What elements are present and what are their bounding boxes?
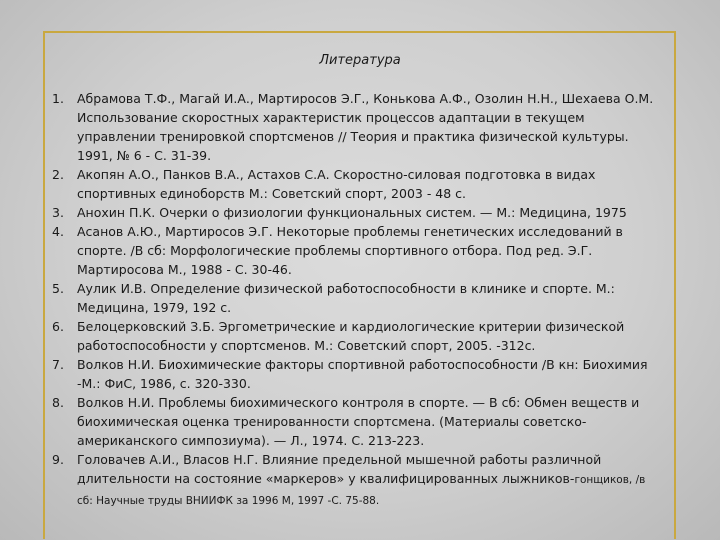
list-item xyxy=(52,355,664,393)
list-item xyxy=(52,317,664,355)
list-item xyxy=(52,203,664,222)
reference-list xyxy=(52,89,664,511)
list-item-number: 4. xyxy=(52,224,64,239)
list-item-number: 9. xyxy=(52,452,64,467)
list-item-number: 3. xyxy=(52,205,64,220)
list-item-text: Асанов А.Ю., Мартиросов Э.Г. Некоторые проблемы генетических исследований в спорте. /В сб: Морфологические проблемы спортивного отбора. Под ред. Э.Г. Мартиросова М., 1988 - С. 30-46. xyxy=(77,224,623,277)
list-item-number: 7. xyxy=(52,357,64,372)
list-item-text: Белоцерковский З.Б. Эргометрические и кардиологические критерии физической работоспособности у спортсменов. М.: Советский спорт, 2005. -312с. xyxy=(77,319,625,353)
page-title: Литература xyxy=(319,53,401,68)
list-item-text: Акопян А.О., Панков В.А., Астахов С.А. Скоростно-силовая подготовка в видах спортивных единоборств М.: Советский спорт, 2003 - 48 с. xyxy=(77,167,596,201)
list-item-text: Абрамова Т.Ф., Магай И.А., Мартиросов Э.Г., Конькова А.Ф., Озолин Н.Н., Шехаева О.М. Использование скоростных характеристик процессов адаптации в текущем управлении тренировкой спортсменов // Теория и практика физической культуры. 1991, № 6 - С. 31-39. xyxy=(77,91,654,163)
list-item xyxy=(52,450,664,511)
list-item-number: 5. xyxy=(52,281,64,296)
list-item-text: Волков Н.И. Биохимические факторы спортивной работоспособности /В кн: Биохимия -М.: ФиС, 1986, с. 320-330. xyxy=(77,357,648,391)
list-item xyxy=(52,89,664,165)
list-item-number: 6. xyxy=(52,319,64,334)
list-item-text: Аулик И.В. Определение физической работоспособности в клинике и спорте. М.: Медицина, 1979, 192 с. xyxy=(77,281,615,315)
list-item xyxy=(52,222,664,279)
list-item-number: 2. xyxy=(52,167,64,182)
list-item-text: Анохин П.К. Очерки о физиологии функциональных систем. — М.: Медицина, 1975 xyxy=(77,205,627,220)
list-item xyxy=(52,393,664,450)
list-item xyxy=(52,165,664,203)
list-item xyxy=(52,279,664,317)
list-item-text: Волков Н.И. Проблемы биохимического контроля в спорте. — В сб: Обмен веществ и биохимическая оценка тренированности спортсмена. (Материалы советско-американского симпозиума). — Л., 1974. С. 213-223. xyxy=(77,395,640,448)
list-item-number: 1. xyxy=(52,91,64,106)
list-item-text: Головачев А.И., Власов Н.Г. Влияние предельной мышечной работы различной длительности на состояние «маркеров» у квалифицированных лыжников- xyxy=(77,452,602,486)
list-item-number: 8. xyxy=(52,395,64,410)
list-item-text-small: гонщиков, /в сб: Научные труды ВНИИФК за 1996 М, 1997 -С. 75-88. xyxy=(77,474,646,507)
